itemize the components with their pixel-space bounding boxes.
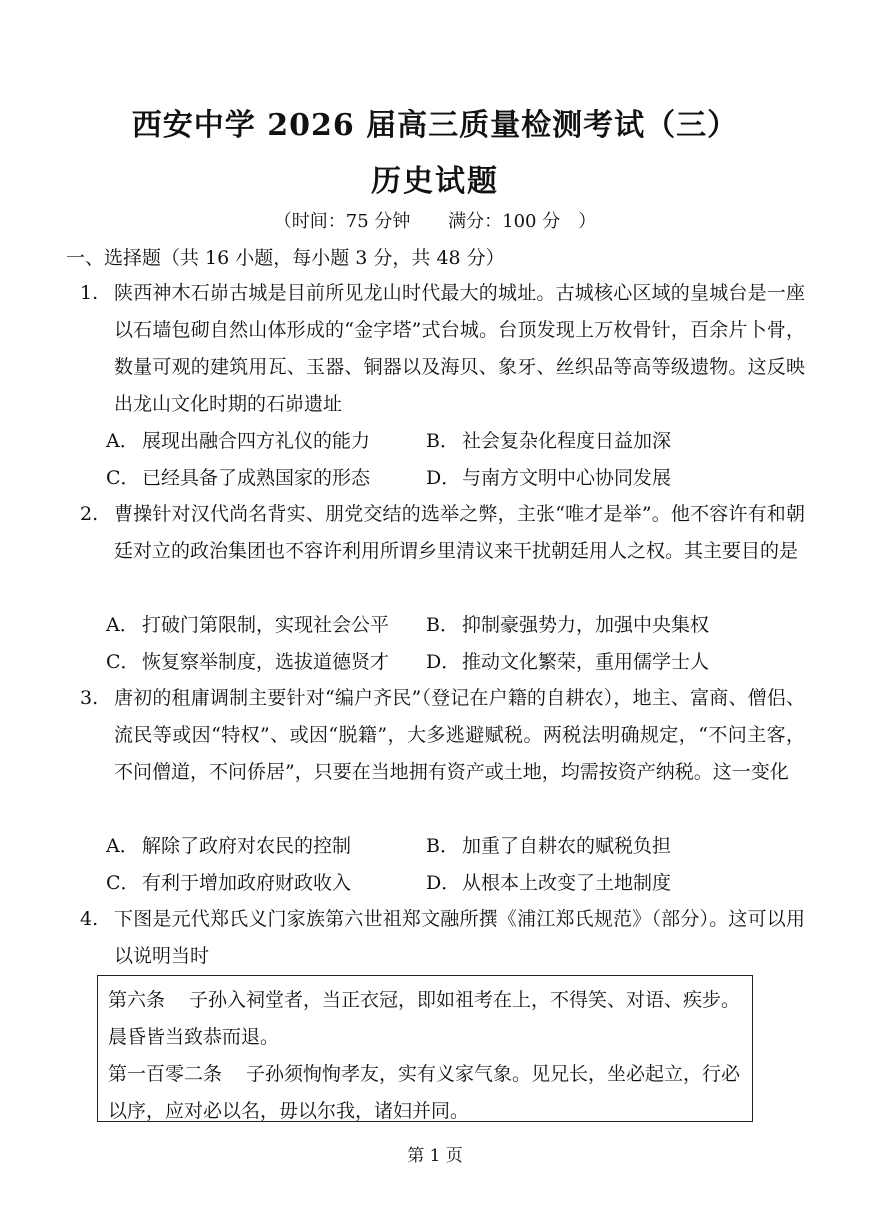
rule-text: 子孙入祠堂者，当正衣冠，即如祖考在上，不得笑、对语、疾步。晨昏皆当致恭而退。 [108,989,741,1048]
exam-meta [0,207,870,233]
option-d[interactable]: D．与南方文明中心协同发展 [426,467,672,489]
option-b[interactable]: B． 抑制豪强势力，加强中央集权 [426,614,710,636]
rule-title: 第六条 [108,989,166,1011]
option-d[interactable]: D．推动文化繁荣，重用儒学士人 [426,651,710,673]
option-row [106,460,826,497]
question-stem: 陕西神木石峁古城是目前所见龙山时代最大的城址。古城核心区域的皇城台是一座以石墙包砌自然山体形成的“金字塔”式台城。台顶发现上万枚骨针，百余片卜骨，数量可观的建筑用瓦、玉器、铜器以及海贝、象牙、丝织品等高等级遗物。这反映出龙山文化时期的石峁遗址 [114,282,805,415]
exam-subtitle: 历史试题 [371,164,499,199]
question-stem: 下图是元代郑氏义门家族第六世祖郑文融所撰《浦江郑氏规范》（部分）。这可以用以说明当时 [114,908,805,967]
section-heading: 一、选择题（共 16 小题，每小题 3 分，共 48 分） [66,247,505,269]
question-number: 2. [80,503,99,525]
rule-102 [108,1056,742,1130]
question-number: 1. [80,282,99,304]
question-3-options [106,828,826,902]
option-row [106,423,826,460]
rule-text: 子孙须恂恂孝友，实有义家气象。见兄长，坐必起立，行必以序，应对必以名，毋以尔我，诸妇并同。 [108,1063,741,1122]
question-2-options [106,607,826,681]
question-number: 3. [80,687,99,709]
question-4 [80,901,805,975]
rule-6 [108,982,742,1056]
question-stem: 曹操针对汉代尚名背实、朋党交结的选举之弊，主张“唯才是举”。他不容许有和朝廷对立的政治集团也不容许利用所谓乡里清议来干扰朝廷用人之权。其主要目的是 [114,503,805,562]
option-row [106,828,826,865]
option-a[interactable]: A． 解除了政府对农民的控制 [106,835,352,857]
option-d[interactable]: D．从根本上改变了土地制度 [426,872,672,894]
option-b[interactable]: B． 社会复杂化程度日益加深 [426,430,672,452]
option-c[interactable]: C． 已经具备了成熟国家的形态 [106,467,371,489]
question-1-options [106,423,826,497]
option-b[interactable]: B． 加重了自耕农的赋税负担 [426,835,672,857]
question-2 [80,496,805,570]
rule-title: 第一百零二条 [108,1063,223,1085]
exam-score: 满分：100 分 ） [448,211,597,232]
question-stem: 唐初的租庸调制主要针对“编户齐民”（登记在户籍的自耕农），地主、富商、僧侣、流民等或因“特权”、或因“脱籍”，大多逃避赋税。两税法明确规定，“不问主客，不问僧道，不问侨居”，只要在当地拥有资产或土地，均需按资产纳税。这一变化 [114,687,805,783]
page-number: 第 1 页 [407,1146,463,1166]
option-c[interactable]: C． 有利于增加政府财政收入 [106,872,352,894]
question-1 [80,275,805,423]
option-a[interactable]: A． 打破门第限制，实现社会公平 [106,614,390,636]
option-row [106,607,826,644]
source-excerpt-box [97,975,753,1122]
option-c[interactable]: C． 恢复察举制度，选拔道德贤才 [106,651,390,673]
exam-title: 西安中学 2026 届高三质量检测考试（三） [131,108,739,143]
question-3 [80,680,805,791]
option-row [106,865,826,902]
exam-time: （时间：75 分钟 [273,211,411,232]
question-number: 4. [80,908,99,930]
option-a[interactable]: A． 展现出融合四方礼仪的能力 [106,430,371,452]
option-row [106,644,826,681]
